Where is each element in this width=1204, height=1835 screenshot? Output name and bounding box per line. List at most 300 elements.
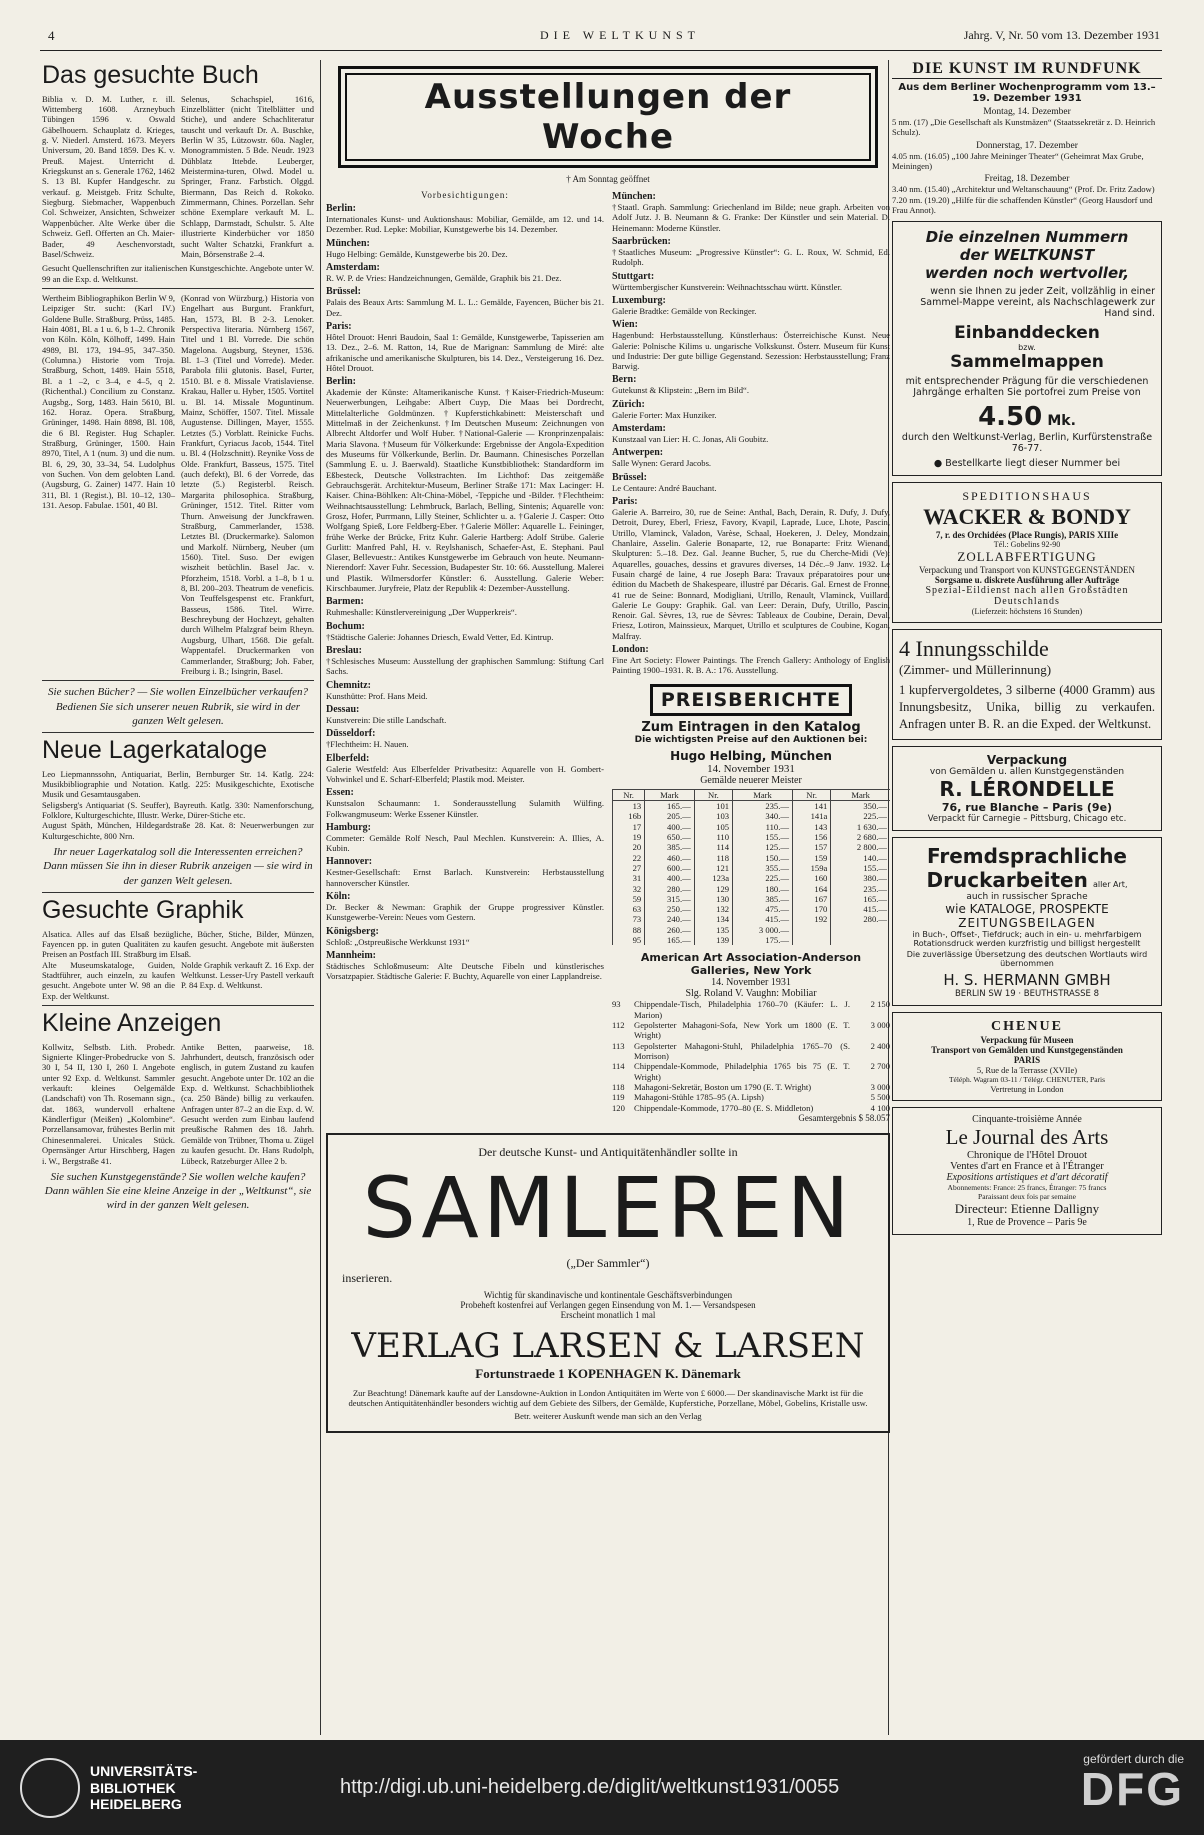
exhibition-entry: Fine Art Society: Flower Paintings. The French Gallery: Anthology of English Painting 1900–1931. R. B. A.: 176. Ausstellung.	[612, 655, 890, 676]
exhibition-city: Amsterdam:	[612, 423, 666, 435]
ad-line: Transport von Gemälden und Kunstgegenständen	[931, 1044, 1123, 1055]
divider	[42, 288, 314, 289]
graphik-entry: Alte Museumskataloge, Guiden, Stadtführer, auch einzeln, zu kaufen gesucht. Angebote unter W. 98 an die Exp. der Weltkunst.	[42, 959, 175, 1001]
price-cell: 125.—	[733, 842, 793, 852]
ad-line: Sorgsame u. diskrete Ausführung aller Aufträge	[934, 575, 1120, 586]
helbing-title: Hugo Helbing, München	[670, 748, 832, 763]
samleren-ins: inserieren.	[342, 1270, 393, 1285]
exhibition-entry: Gutekunst & Klipstein: „Bern im Bild“.	[612, 385, 750, 396]
exhibitions-title: Ausstellungen der Woche	[345, 73, 871, 161]
ad-line: Fremdsprachliche	[926, 843, 1127, 868]
library-name	[90, 1763, 197, 1813]
price-cell: 32	[613, 884, 645, 894]
price-cell: 63	[613, 904, 645, 914]
ad-line: Expositions artistiques et d'art décoratif	[946, 1171, 1108, 1183]
aaa-nr: 93	[612, 999, 621, 1010]
price-cell: 415.—	[733, 914, 793, 924]
price-cell: 205.—	[645, 811, 695, 821]
aaa-nr: 113	[612, 1040, 625, 1051]
list-item	[612, 1082, 890, 1092]
price-cell: 13	[613, 801, 645, 812]
exhibition-entry: Palais des Beaux Arts: Sammlung M. L. L.: Gemälde, Fayencen, Bücher bis 21. Dez.	[326, 297, 604, 318]
ad-line: von Gemälden u. allen Kunstgegenständen	[929, 766, 1125, 777]
price-cell: 22	[613, 853, 645, 863]
exhibition-entry: †Schlesisches Museum: Ausstellung der graphischen Sammlung: Stiftung Carl Sachs.	[326, 656, 604, 677]
radio-day: Montag, 14. Dezember	[983, 107, 1071, 117]
section-title-lagerkataloge: Neue Lagerkataloge	[42, 736, 268, 765]
ad-line: ZOLLABFERTIGUNG	[957, 549, 1097, 565]
exhibition-entry: Dr. Becker & Newman: Graphik der Gruppe progressiver Künstler. Kunstgewerbe-Verein: Neues vom Gestern.	[326, 902, 604, 923]
wertheim-left: Wertheim Bibliographikon Berlin W 9, Leipziger Str. sucht: (Karl IV.) Goldene Bulle. Straßburg. Prüss, 1485. Hain 4081, Bl. a 1 u. 6, b 1–2. Chronik von Köln. Köln, Kölhoff, 1499. Hain 4989, Bl. 173, 194–95, 347–350. (Columna.) Historie vom Troja. Straßburg, Schott, 1489. Hain 5518, Bl. a 1 –2, c 3–4, e 4–5, q 2. (Richenthal.) Concilium zu Constanz. Augsbg., Sorg, 1483. Hain 5610, Bl. 162. Horaz. Opera. Straßburg, Grüninger, 1498. Hain 8898, Bl. 108, die 6 Bl. Register. Hug Schapler. Straßburg, Grüninger, 1500. Hain 8970, Titel, A 1 (num. 3) und die num. Bl. 6, 29, 30, 33–34, 54. Ludolphus von Suchen. Von dem gelobten Land. (Augsburg, G. Zainer) 1477. Hain 10 311, Bl. 1 (Regist.), Bl. 10–12, 130–131. Aesop. Fabulae. 1501, 40 Bl.	[42, 292, 176, 511]
header-rule	[40, 50, 1162, 51]
price-cell: 400.—	[645, 873, 695, 883]
previews-label: Vorbesichtigungen:	[421, 190, 509, 200]
catalog-entry: August Späth, München, Hildegardstraße 28. Kat. 8: Neuerwerbungen zur Kulturgeschichte, 800 Nrn.	[42, 820, 314, 841]
dfg-logo[interactable]	[1080, 1752, 1184, 1815]
book-ads-right: Selenus, Schachspiel, 1616, Einzelblätter (nicht Titelblätter und Stiche), und andere Schachliteratur tauscht und verkauft Dr. A. Buschke, Berlin W 35, Lützowstr. 60a. Nagler, Monogrammisten. 5 Bde. Neudr. 1923 Dühblatz Ittebde. Leuberger, Meistermina-turen, Olwd. Model u. Springer, Franz. Farbstich. Olggd. Biermann, Das Reich d. Rokoko. Zimmermann, Chines. Porzellan. Sehr schöne Exemplare verkauft M. L. Schlapp, Darmstadt, Schulstr. 5. Alte illustrierte Kinderbücher vor 1850 sucht Walter Schatzki, Frankfurt a. Main, Börsenstraße 2–4.	[181, 93, 314, 259]
samleren-intro: Der deutsche Kunst- und Antiquitätenhändler sollte in	[478, 1144, 738, 1159]
price-cell: 250.—	[645, 904, 695, 914]
price-reports	[612, 684, 890, 1123]
price-table-header-cell: Nr.	[694, 789, 732, 800]
price-cell: 20	[613, 842, 645, 852]
exhibition-city: München:	[612, 191, 656, 202]
price-cell: 141a	[792, 811, 830, 821]
journal-des-arts-ad	[892, 1107, 1162, 1235]
small-ads-notice: Sie suchen Kunstgegenstände? Sie wollen welche kaufen? Dann wählen Sie eine kleine Anzeige in der „Weltkunst“, sie wird in der ganzen Welt gelesen.	[44, 1170, 312, 1212]
exhibition-city: Königsberg:	[326, 925, 379, 937]
samleren-line: Erscheint monatlich 1 mal	[560, 1309, 656, 1320]
ad-line: (Zimmer- und Müllerinnung)	[899, 662, 1052, 678]
price-cell: 157	[792, 842, 830, 852]
exhibition-entry: Städtisches Schloßmuseum: Alte Deutsche Fibeln und künstlerisches Vorsatzpapier. Städtische Galerie: F. Buchty, Aquarelle von einer Lapplandreise.	[326, 961, 604, 982]
aaa-val: 3 000	[870, 1020, 890, 1030]
exhibitions-left	[326, 188, 604, 1123]
ad-line: Einbanddecken	[954, 323, 1100, 344]
ad-line: ● Bestellkarte liegt dieser Nummer bei	[933, 458, 1121, 470]
aaa-val: 3 000	[870, 1081, 890, 1092]
price-cell: 235.—	[831, 884, 890, 894]
price-cell: 475.—	[733, 904, 793, 914]
ad-line: 1 kupfervergoldetes, 3 silberne (4000 Gramm) aus Innungsbesitz, Unika, billig zu verkaufen. Anfragen unter B. R. an die Exped. der Weltkunst.	[899, 683, 1155, 731]
exhibition-entry: Internationales Kunst- und Auktionshaus: Mobiliar, Gemälde, am 12. und 14. Dezember. Rud. Lepke: Mobiliar, Kunstgewerbe bis 14. Dezember.	[326, 214, 604, 235]
price-cell: 139	[694, 935, 732, 945]
price-table-header-cell: Mark	[831, 789, 890, 800]
exhibition-city: Hamburg:	[326, 821, 371, 833]
exhibition-entry: †Staatl. Graph. Sammlung: Griechenland im Bilde; neue graph. Arbeiten von Adolf Jutz. J. B. Neumann & G. Franke: Der Künstler und sein Material. D. Heinemann: Moderne Künstler.	[612, 202, 890, 233]
ad-line: Chronique de l'Hôtel Drouot	[967, 1149, 1087, 1161]
ad-line: Le Journal des Arts	[945, 1124, 1109, 1149]
verlag-foot: Betr. weiterer Auskunft wende man sich an den Verlag	[514, 1410, 702, 1421]
ad-line: Verpackung	[986, 752, 1068, 767]
price-cell: 225.—	[831, 811, 890, 821]
exhibition-city: Chemnitz:	[326, 679, 371, 691]
ad-line: Verpackung für Museen	[980, 1034, 1074, 1045]
library-name-line: UNIVERSITÄTS-	[90, 1762, 198, 1779]
catalog-entry: Leo Liepmannssohn, Antiquariat, Berlin, Bernburger Str. 14. Katlg. 224: Musikbibliographie und Notation. Katlg. 225: Musikgeschichte, Exotische Musik und Gesamtausgaben.	[42, 768, 314, 800]
table-row	[613, 873, 891, 883]
exhibition-entry: Kunstzaal van Lier: H. C. Jonas, Ali Goubitz.	[612, 434, 769, 445]
exhibition-entry: Württembergischer Kunstverein: Weihnachtsschau württ. Künstler.	[612, 281, 843, 292]
exhibition-entry: Schloß: „Ostpreußische Werkkunst 1931“	[326, 936, 470, 947]
table-row	[613, 811, 891, 821]
price-cell: 140.—	[831, 853, 890, 863]
price-cell	[792, 935, 830, 945]
exhibitions-right	[612, 188, 890, 1123]
aaa-val: 4 100	[870, 1102, 890, 1113]
aaa-nr: 114	[612, 1061, 625, 1072]
graphik-entries	[42, 960, 314, 1001]
exhibition-entry: Hagenbund: Herbstausstellung. Künstlerhaus: Österreichische Kunst. Neue Galerie: Polnische Kilims u. ungarische Volkskunst. Österr. Museum für Kunst und Industrie: Der gute billige Gegenstand. Sezession: Herbstausstellung; Franz Barwig.	[612, 330, 890, 372]
exhibition-city: Saarbrücken:	[612, 235, 671, 247]
ad-line: der WELTKUNST	[959, 246, 1095, 265]
ad-line: Vertretung in London	[990, 1083, 1064, 1094]
price-cell: 415.—	[831, 904, 890, 914]
exhibition-city: Paris:	[326, 320, 352, 332]
ad-line: R. LÉRONDELLE	[939, 776, 1115, 801]
ad-line: Abonnements: France: 25 francs, Étranger: 75 francs	[947, 1182, 1107, 1192]
aaa-text: Chippendale-Kommode, Philadelphia 1765 bis 75 (E. T. Wright)	[634, 1061, 850, 1082]
price-cell: 141	[792, 801, 830, 812]
publication-title: DIE WELTKUNST	[540, 28, 700, 42]
price-cell	[792, 925, 830, 935]
book-ads-left: Biblia v. D. M. Luther, r. ill. Wittemberg 1608. Arzneybuch Tübingen 1596 v. Oswald Gäbelhouern. Schauplatz d. Krieges, g. V. Niederl. Amsterd. 1673. Meyers Universum, 20. Band 1859. Des K. v. Preuß. Majest. Unterricht d. Kriegskunst an s. Generale 1762, 1462 S. 13 Bl. Kupfer Handgeschr. zu verkauf. g. Meistgeb. Fritz Schulte, Siegburg. Siebmacher, Wappenbuch Col. Schweizer, Ansichten, Schweizer Wappenbücher. Alte Werke über die Schweiz. Gefl. Offerten an Ch. Maier-Bader, 49 Aeschenvorstadt, Basel/Schweiz.	[42, 93, 175, 259]
aaa-text: Mahagoni-Stühle 1785–95 (A. Lipsh)	[634, 1092, 764, 1103]
ad-bzw: bzw.	[1018, 343, 1036, 353]
price-cell: 88	[613, 925, 645, 935]
price-cell: 225.—	[733, 873, 793, 883]
ad-line: WACKER & BONDY	[923, 504, 1131, 530]
chenue-ad	[892, 1012, 1162, 1101]
price-cell: 114	[694, 842, 732, 852]
aaa-val: 2 400	[870, 1040, 890, 1051]
radio-list	[892, 107, 1162, 215]
radio-program: 3.40 nm. (15.40) „Architektur und Weltanschauung“ (Prof. Dr. Fritz Zadow) 7.20 nm. (19.20) „Hilfe für die schaffenden Künstler“ (Georg Hausdorf und Frau Annot).	[892, 184, 1155, 215]
aaa-list	[612, 999, 890, 1112]
ad-line: Die zuverlässige Übersetzung des deutschen Wortlauts wird übernommen	[906, 949, 1148, 968]
exhibition-entry: Galerie A. Barreiro, 30, rue de Seine: Anthal, Bach, Derain, R. Dufy, J. Dufy, Detroit, Durey, Eberl, Friesz, Favory, Kvapil, Laprade, Luce, Lhote, Pascin, Utrillo, Vlaminck, Valadon, Varèse, Schaal, Hoekeren, J. Deley, Mondzain, Chanlaire, Asselin. Galerie Bonaparte, 12, rue Bonaparte: Fritz Wienand, Skulpturen: 5.–18. Dez. Gal. Jeanne Bucher, 5, rue du Cherche-Midi (Ve): Aquarelles, gouaches, dessins et gravures diverses, 14 Déc.–9 Janv. 1932. Le Fusain chargé de laine, 4 rue Joseph Bara: Travaux préparatoires pour une édition du Macbeth de Shakespeare, illustré par Décaris. Gal. Ernest de Fronne, 41 rue de Seine: Bonnard, Modigliani, Utrillo, Renault, Vlaminck, Vuillard. Galerie Le Goupy: Graphik. Gal. van Leer: Derain, Dufy, Utrillo, Pascin, Renoir. Gal. Sèvres, 13, rue de Sèvres: Tableaux de Coubine, Derain, Deval, Friesz, Lotiron, Mainssieux, Marquet, Utrillo et sculptures de Coubine, Kogan, Malfray.	[612, 507, 890, 641]
exhibition-city: Berlin:	[326, 376, 356, 388]
ad-line: Sammelmappen	[950, 352, 1104, 373]
ad-line: Druckarbeiten	[926, 867, 1088, 892]
price-cell: 155.—	[733, 832, 793, 842]
ad-line: ZEITUNGSBEILAGEN	[958, 915, 1096, 930]
price-cell: 135	[694, 925, 732, 935]
ad-line: Cinquante-troisième Année	[972, 1113, 1082, 1125]
price-cell	[831, 925, 890, 935]
table-row	[613, 914, 891, 924]
price-cell: 165.—	[645, 935, 695, 945]
table-row	[613, 822, 891, 832]
radio-title: DIE KUNST IM RUNDFUNK	[892, 60, 1162, 79]
helbing-date: 14. November 1931	[707, 762, 795, 775]
exhibition-entry: Galerie Westfeld: Aus Elberfelder Privatbesitz: Aquarelle von H. Gombert-Vohwinkel und E. Scharf-Elberfeld; Plastik mod. Meister.	[326, 763, 604, 784]
ad-line: wie KATALOGE, PROSPEKTE	[945, 901, 1109, 916]
ad-line: Paraissant deux fois par semaine	[978, 1191, 1076, 1201]
aaa-val: 2 700	[870, 1061, 890, 1072]
price-cell: 340.—	[733, 811, 793, 821]
exhibition-entry: Kestner-Gesellschaft: Ernst Barlach. Kunstverein: Herbstausstellung hannoverscher Künstler.	[326, 867, 604, 888]
exhibition-city: Barmen:	[326, 596, 364, 608]
ad-line: Die einzelnen Nummern	[925, 228, 1129, 247]
divider	[42, 680, 314, 681]
weltkunst-binders-ad	[892, 221, 1162, 476]
ad-line: 5, Rue de la Terrasse (XVIIe)	[976, 1064, 1078, 1075]
price-cell: 160	[792, 873, 830, 883]
exhibition-entry: †Staatliches Museum: „Progressive Künstler“: G. L. Roux, W. Schmid, Ed. Rudolph.	[612, 246, 890, 268]
ad-line: 4 Innungsschilde	[899, 636, 1049, 662]
exhibition-city: Amsterdam:	[326, 261, 380, 273]
price-cell: 17	[613, 822, 645, 832]
price-cell: 59	[613, 894, 645, 904]
table-row	[613, 801, 891, 812]
ad-line: aller Art,	[1092, 879, 1128, 889]
exhibitions-right-list	[612, 191, 890, 676]
ad-line: wenn sie Ihnen zu jeder Zeit, vollzählig in einer Sammel-Mappe vereint, als Nachschlagewerk zur Hand sind.	[920, 286, 1155, 320]
small-ads	[42, 1042, 314, 1166]
radio-program: 4.05 nm. (16.05) „100 Jahre Meininger Theater“ (Geheimrat Max Grube, Meiningen)	[892, 150, 1144, 171]
table-row	[613, 894, 891, 904]
exhibition-entry: †Städtische Galerie: Johannes Driesch, Ewald Vetter, Ed. Kintrup.	[326, 631, 554, 642]
exhibition-entry: Kunstsalon Schaumann: 1. Sonderausstellung Sulamith Wülfing. Folkwangmuseum: Werke Essener Künstler.	[326, 798, 604, 819]
aaa-date: 14. November 1931	[711, 977, 791, 989]
price-cell: 400.—	[645, 822, 695, 832]
price-cell: 19	[613, 832, 645, 842]
aaa-nr: 119	[612, 1092, 625, 1103]
exhibitions-listing	[326, 188, 890, 1123]
price-cell: 235.—	[733, 801, 793, 812]
price-table-body	[613, 801, 891, 946]
price-cell: 123a	[694, 873, 732, 883]
price-cell: 280.—	[831, 914, 890, 924]
ad-line: BERLIN SW 19 · BEUTHSTRASSE 8	[954, 988, 1100, 999]
price-cell: 164	[792, 884, 830, 894]
price-table-header	[613, 789, 891, 800]
table-row	[613, 925, 891, 935]
price-table-header-cell: Mark	[733, 789, 793, 800]
page-number: 4	[48, 28, 55, 43]
aaa-collection: Slg. Roland V. Vaughn: Mobiliar	[685, 988, 817, 1000]
price-cell: 240.—	[645, 914, 695, 924]
ad-line: auch in russischer Sprache	[966, 891, 1088, 902]
divider	[42, 732, 314, 733]
exhibition-city: Köln:	[326, 891, 351, 903]
exhibition-city: Bern:	[612, 374, 637, 386]
library-name-line: BIBLIOTHEK	[90, 1779, 176, 1796]
price-cell: 121	[694, 863, 732, 873]
aaa-nr: 120	[612, 1102, 625, 1113]
exhibition-entry: Hôtel Drouot: Henri Baudoin, Saal 1: Gemälde, Kunstgewerbe, Tapisserien am 13. Dez., 2–6. M. Ratton, 14, Rue de Marignan: Sammlung de Miré: alte afrikanische und amerikanische Skulpturen, bis 14. Dez., Versteigerung 16. Dez. Hôtel Drouot.	[326, 331, 604, 373]
ad-line: CHENUE	[991, 1018, 1063, 1034]
ad-line: Verpackung und Transport von KUNSTGEGENSTÄNDEN	[919, 565, 1135, 576]
ad-line: Ventes d'art en France et à l'Étranger	[950, 1160, 1104, 1172]
wertheim-ad	[42, 293, 314, 676]
price-cell: 175.—	[733, 935, 793, 945]
price-cell: 130	[694, 894, 732, 904]
radio-section	[892, 60, 1162, 215]
exhibition-city: Antwerpen:	[612, 447, 664, 459]
ad-line: Tél.: Gobelins 92-90	[993, 540, 1061, 550]
price-table-header-cell: Nr.	[613, 789, 645, 800]
price-cell	[831, 935, 890, 945]
page-header	[40, 28, 1160, 46]
aaa-val: 2 150	[870, 999, 890, 1010]
exhibition-entry: Akademie der Künste: Altamerikanische Kunst. †Kaiser-Friedrich-Museum: Neuerwerbungen, Leihgabe: Albert Cuyp, Die Maas bei Dordrecht, Mittelalterliche Goldmünzen. †Kupferstichkabinett: Meisterschaft und Mittelmaß in der Zeichenkunst. †Im Deutschen Museum: Zeichnungen von Albrecht Altdorfer und Wolf Huber. †National-Galerie — Kronprinzenpalais: Maria Slavona. †Museum für Völkerkunde: Ergebnisse der Angola-Expedition des Museums für Völkerkunde, Berlin. Dr. Baumann. Chinesisches Porzellan (Sammlung E. u. J. Baerwald). Staatliche Kunstbibliothek: Standardform im Eßbesteck, Deutsche Volkstrachten. Im Lichthof: Das zeitgemäße Gebrauchsgerät. Architektur-Museum, Berliner Straße 171: Max Lacinger: H. Kaiser. China-Böhlken: Alt-China-Möbel, -Teppiche und -Bilder. †Flechtheim: Weihnachtsausstellung: Lehmbruck, Barlach, Belling, Sintenis; Aquarelle von: Grosz, Hofer, Purrmann, Lilly Steiner, Schlichter u. a. †Galerie J. Casper: Otto Wolfgang Spieß, Lore Feldberg-Eber. †Galerie Möller: Aquarelle L. Feininger, frühe Werke der Brücke, Fritz Kuhr. Galerie Hartberg: Adolf Strübe. Galerie Gurlitt: Manfred Pahl, H. v. Reylshanisch, Schaefer-Ast, E. Stephani. Paul Glaser, Bellevuestr.: Antikes Kunstgewerbe im Gebrauch von heute. Neumann-Nierendorf: Xaver Fuhr. Secession, Budapester Str. 10: 66. Ausstellung. Malerei und Plastik. Wilmersdorfer Künstler: 6. Ausstellung. Galerie Weber: Kirschbaumer. Juryfreie, Platz der Republik 4: Dezember-Ausstellung.	[326, 387, 604, 594]
price-cell: 315.—	[645, 894, 695, 904]
price-cell: 380.—	[831, 873, 890, 883]
ad-line: mit entsprechender Prägung für die verschiedenen Jahrgänge erhalten Sie portofrei zum Preise von	[905, 376, 1149, 399]
price-cell: 150.—	[733, 853, 793, 863]
price-cell: 165.—	[645, 801, 695, 812]
price-cell: 460.—	[645, 853, 695, 863]
dfg-wordmark: DFG	[1080, 1763, 1184, 1815]
price-reports-title: PREISBERICHTE	[650, 684, 852, 716]
ad-line: Verpackt für Carnegie – Pittsburg, Chicago etc.	[927, 813, 1127, 824]
aaa-text: Chippendale-Tisch, Philadelphia 1760–70 (Käufer: L. J. Marion)	[634, 999, 850, 1020]
price-cell: 159	[792, 853, 830, 863]
exhibition-city: Hannover:	[326, 856, 373, 868]
wacker-bondy-ad	[892, 482, 1162, 623]
exhibition-entry: †Flechtheim: H. Nauen.	[326, 739, 409, 750]
exhibition-city: Essen:	[326, 787, 354, 799]
price-cell: 110	[694, 832, 732, 842]
price-cell: 95	[613, 935, 645, 945]
ad-price: 4.50	[978, 402, 1043, 433]
library-logo[interactable]	[20, 1758, 197, 1818]
price-cell: 27	[613, 863, 645, 873]
aaa-val: 5 500	[870, 1092, 890, 1103]
price-cell: 180.—	[733, 884, 793, 894]
list-item	[612, 999, 890, 1020]
aaa-text: Gepolsterter Mahagoni-Sofa, New York um 1800 (E. T. Wright)	[634, 1020, 850, 1041]
aaa-nr: 112	[612, 1020, 625, 1030]
sunday-note: † Am Sonntag geöffnet	[566, 174, 650, 184]
university-seal-icon	[20, 1758, 80, 1818]
book-rubric-notice: Sie suchen Bücher? — Sie wollen Einzelbücher verkaufen? Bedienen Sie sich unserer neuen Rubrik, sie wird in der ganzen Welt gelesen.	[48, 686, 308, 727]
exhibition-entry: Ruhmeshalle: Künstlervereinigung „Der Wupperkreis“.	[326, 607, 517, 618]
price-cell: 31	[613, 873, 645, 883]
radio-day: Donnerstag, 17. Dezember	[976, 140, 1078, 151]
price-cell: 165.—	[831, 894, 890, 904]
small-ads-right: Antike Betten, paarweise, 18. Jahrhundert, deutsch, französisch oder englisch, in gutem Zustand zu kaufen gesucht. Angebote unter Dr. 102 an die Exp. d. Weltkunst. Schachbibliothek (ca. 250 Bände) billig zu verkaufen. Anfragen unter 87–2 an die Exp. d. W. Gesucht werden zum Einbau laufend preußische Rahmen des 18. Jahrh. Gemälde von Trübner, Thoma u. Zügel zu kaufen gesucht. Dr. Hans Rudolph, Lübeck, Ratzeburger Allee 2 b.	[181, 1041, 314, 1166]
price-cell: 156	[792, 832, 830, 842]
lerondelle-ad	[892, 746, 1162, 831]
exhibition-city: Brüssel:	[612, 471, 647, 483]
price-table	[612, 789, 890, 946]
ad-line: Téléph. Wagram 03-11 / Télégr. CHENUTER, Paris	[948, 1074, 1106, 1084]
price-cell: 73	[613, 914, 645, 924]
radio-day: Freitag, 18. Dezember	[984, 174, 1070, 185]
source-url-link[interactable]: http://digi.ub.uni-heidelberg.de/diglit/weltkunst1931/0055	[340, 1776, 840, 1798]
exhibition-entry: Galerie Bradtke: Gemälde von Reckinger.	[612, 305, 757, 316]
aaa-text: Chippendale-Kommode, 1770–80 (E. S. Middleton)	[634, 1102, 814, 1113]
wertheim-right: (Konrad von Würzburg.) Historia von Engelhart aus Burgunt. Frankfurt, Han, 1573, Bl. B 2-3. Lenoker. Perspectiva literaria. Nürnberg 1567, Titel und 1 Bl. Vorrede. Die schön Magelona. Augsburg, Steyner, 1536. Bl. 1–3 (Titel und Vorrede). Meder. Parabola filii glutonis. Basel, Furter, 1510. Bl. e 8. Missale Vratislaviense. Krakau, Haller u. Hyber, 1505. Vortitel u. Bl. 14. Missale Moguntinum. Mainz, Schöffer, 1507. Titel. Missale Augustense. Dillingen, Mayer, 1555. Letztes (5.) Vorblatt. Reinicke Fuchs. Frankfurt, Cyriacus Jacob, 1544. Titel u. Bl. 4 (Holzschnitt). Reynike Voss de Olde. Frankfurt, Basseus, 1575. Titel (auch defekt), Bl. 6 der Vorrede, das letzte (5.) Registerbl. Reisch. Margarita philosophica. Straßburg, Grüninger, 1512. Titel. Ritter vom Thurn. Anweisung der Junckfrawen. Straßburg, Cammerlander, 1538. Letztes Bl. (Druckermarke). Salomon und Markolf. Nürnberg, Neuber (um 1560). Titel. Suso. Der ewigen wiszheit betüchlin. Basel Jac. v. Pforzheim, 1518. Vorbl. a 1–8, b 1 u. 8, Bl. 200–203. Theatrum de veneficis. Von Teuffelsgespenst etc. Frankfurt, Basseus, 1586. Titel. Wirre. Beschreybung der Hochzeyt, gehalten durch Wilhelm Pfalzgraf beim Rheyn. Augsburg, Ulhart, 1568. Die gefalt. Wappentafel. Druckermarken von Cammerlander, Straßburg; Joh. Faber, Freiburg i. B.; Isingrin, Basel.	[181, 292, 314, 676]
ad-line: Directeur: Etienne Dalligny	[954, 1200, 1100, 1216]
ad-line: 76, rue Blanche – Paris (9e)	[941, 800, 1113, 814]
exhibition-entry: Commeter: Gemälde Rolf Nesch, Paul Mechlen. Kunstverein: A. Illies, A. Kubin.	[326, 832, 604, 854]
price-cell: 167	[792, 894, 830, 904]
price-cell: 350.—	[831, 801, 890, 812]
table-row	[613, 842, 891, 852]
radio-sub: Aus dem Berliner Wochenprogramm vom 13.–19. Dezember 1931	[898, 82, 1156, 104]
exhibition-city: Paris:	[612, 496, 638, 507]
exhibition-city: Zürich:	[612, 398, 645, 410]
exhibition-entry: Kunstverein: Die stille Landschaft.	[326, 714, 447, 725]
price-table-header-cell: Nr.	[792, 789, 830, 800]
price-cell: 2 800.—	[831, 842, 890, 852]
table-row	[613, 935, 891, 945]
list-item	[612, 1020, 890, 1041]
divider	[42, 1005, 314, 1006]
exhibition-entry: Salle Wynen: Gerard Jacobs.	[612, 458, 712, 469]
catalog-rubric-notice: Ihr neuer Lagerkatalog soll die Interessenten erreichen? Dann müssen Sie ihn in dieser Rubrik anzeigen — sie wird in der ganzen Welt gelesen.	[43, 846, 313, 887]
price-reports-sub2: Die wichtigsten Preise auf den Auktionen bei:	[634, 734, 868, 745]
digitization-footer	[0, 1740, 1204, 1835]
ad-line: Spezial-Eildienst nach allen Großstädten Deutschlands	[925, 585, 1129, 608]
radio-program: 5 nm. (17) „Die Gesellschaft als Kunstmäzen“ (Staatssekretär z. D. Heinrich Schulz).	[892, 117, 1156, 138]
verlag-name: VERLAG LARSEN & LARSEN	[351, 1325, 865, 1366]
list-item	[612, 1092, 890, 1102]
ad-line: werden noch wertvoller,	[924, 264, 1130, 283]
price-cell: 260.—	[645, 925, 695, 935]
column-divider	[320, 60, 321, 1735]
price-cell: 600.—	[645, 863, 695, 873]
book-ads	[42, 94, 314, 260]
exhibition-city: Mannheim:	[326, 950, 376, 961]
price-cell: 16b	[613, 811, 645, 821]
verlag-address: Fortunstraede 1 KOPENHAGEN K. Dänemark	[475, 1365, 741, 1381]
section-title-kleine-anzeigen: Kleine Anzeigen	[42, 1009, 222, 1038]
table-row	[613, 904, 891, 914]
price-cell: 355.—	[733, 863, 793, 873]
exhibition-entry: Hugo Helbing: Gemälde, Kunstgewerbe bis 20. Dez.	[326, 248, 508, 259]
aaa-text: Gepolsterter Mahagoni-Stuhl, Philadelphia 1765–70 (S. Morrison)	[634, 1040, 850, 1061]
left-column	[42, 60, 314, 1735]
samleren-line: Probeheft kostenfrei auf Verlangen gegen Einsendung von M. 1.— Versandspesen	[460, 1299, 756, 1310]
exhibition-city: Wien:	[612, 319, 638, 331]
table-row	[613, 832, 891, 842]
samleren-line: Wichtig für skandinavische und kontinentale Geschäftsverbindungen	[483, 1289, 733, 1300]
aaa-title: American Art Association-Anderson Galleries, New York	[640, 951, 862, 978]
price-cell: 159a	[792, 863, 830, 873]
ad-line: 1, Rue de Provence – Paris 9e	[967, 1216, 1087, 1228]
graphik-entry: Alsatica. Alles auf das Elsaß bezügliche, Bücher, Stiche, Bilder, Münzen, Fayencen pp. in guten Qualitäten zu kaufen gesucht. Angebote mit äußersten Preisen an Postfach III. Straßburg im Elsaß.	[42, 928, 314, 960]
exhibition-city: Stuttgart:	[612, 270, 655, 282]
exhibition-city: Dessau:	[326, 703, 360, 715]
exhibition-city: London:	[612, 644, 649, 656]
ad-line: 7, r. des Orchidées (Place Rungis), PARIS XIIIe	[935, 530, 1119, 541]
exhibition-city: Breslau:	[326, 645, 362, 656]
aaa-nr: 118	[612, 1081, 625, 1092]
exhibition-city: Berlin:	[326, 203, 356, 214]
exhibition-entry: Le Centaure: André Bauchant.	[612, 482, 717, 493]
right-column	[892, 60, 1162, 1735]
aaa-total: Gesamtergebnis $ 58.057	[798, 1112, 890, 1123]
funded-by-label: gefördert durch die	[1083, 1752, 1184, 1766]
samleren-sub: („Der Sammler“)	[566, 1255, 650, 1270]
price-cell: 192	[792, 914, 830, 924]
price-cell: 385.—	[733, 894, 793, 904]
section-title-graphik: Gesuchte Graphik	[42, 896, 244, 925]
list-item	[612, 1061, 890, 1082]
ad-line: (Lieferzeit: höchstens 16 Stunden)	[971, 607, 1083, 617]
price-cell: 103	[694, 811, 732, 821]
price-cell: 385.—	[645, 842, 695, 852]
ad-line: in Buch-, Offset-, Tiefdruck; auch in ein- u. mehrfarbigem Rotationsdruck werden kurzfristig und billigst hergestellt	[912, 929, 1142, 948]
exhibitions-banner	[338, 66, 878, 168]
price-cell: 118	[694, 853, 732, 863]
small-ads-left: Kollwitz, Selbstb. Lith. Probedr. Signierte Klinger-Probedrucke von S. 30 I, 54 II, 130 I, 260 I. Angebote unter 92 Exp. d. Weltkunst. Sammler verkauft: kleines Oelgemälde (Landschaft) von Th. Rosemann sign., dat. 1863, wundervoll erhaltene Kändlerfigur (Meißen) „Kolombine“. Porzellansamovar, frühestes Berlin mit Chinesenmalerei. Unicales Stück. Opernsänger Artur Hirschberg, Hagen i. W., Bergstraße 41.	[42, 1041, 175, 1166]
